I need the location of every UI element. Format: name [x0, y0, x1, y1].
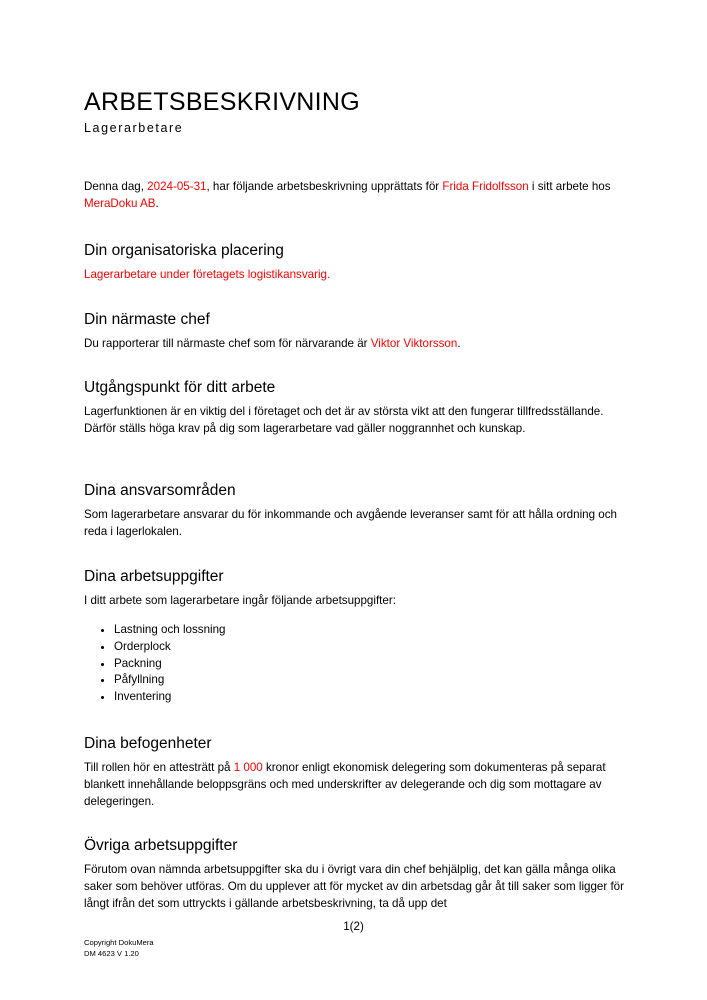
intro-paragraph: [84, 178, 624, 212]
section-heading: Dina arbetsuppgifter: [84, 568, 224, 585]
intro-text: .: [155, 197, 159, 210]
section-other-tasks: [84, 836, 624, 912]
footer-copyright: Copyright DokuMera: [84, 938, 154, 947]
section-heading: Din närmaste chef: [84, 311, 210, 328]
responsibilities-text: Som lagerarbetare ansvarar du för inkommande och avgående leveranser samt för att hålla ordning och reda i lagerlokalen.: [84, 508, 617, 538]
other-tasks-text: Förutom ovan nämnda arbetsuppgifter ska du i övrigt vara din chef behjälplig, det kan gälla många olika saker som behöver utföras. Om du upplever att för mycket av din arbetsdag går åt till saker som ligger för långt ifrån det som uttryckts i gällande arbetsbeskrivning, ta då upp det: [84, 863, 624, 910]
section-authority: [84, 734, 624, 810]
manager-text: [84, 335, 624, 352]
section-heading: Dina befogenheter: [84, 735, 212, 752]
footer: [84, 938, 154, 959]
section-manager: [84, 310, 624, 352]
section-heading: Din organisatoriska placering: [84, 242, 284, 259]
list-item: • Påfyllning: [114, 672, 624, 689]
intro-date: 2024-05-31: [147, 180, 207, 193]
authority-amount: 1 000: [233, 761, 263, 774]
intro-employee-name: Frida Fridolfsson: [442, 180, 529, 193]
document-title: ARBETSBESKRIVNING: [84, 88, 360, 116]
list-item: • Inventering: [114, 689, 624, 706]
starting-point-text: Lagerfunktionen är en viktig del i företaget och det är av största vikt att den fungerar tillfredsställande. Därför ställs höga krav på dig som lagerarbetare vad gäller noggrannhet och kunskap.: [84, 405, 604, 435]
intro-company-name: MeraDoku AB: [84, 197, 156, 210]
authority-text-after: kronor enligt ekonomisk delegering som dokumenteras på separat blankett innehållande beloppsgräns och med underskrifter av delegerande och dig som mottagare av delegeringen.: [84, 761, 606, 808]
intro-text: i sitt arbete hos: [528, 180, 611, 193]
intro-text: Denna dag,: [84, 180, 148, 193]
section-responsibilities: [84, 481, 624, 540]
manager-text-before: Du rapporterar till närmaste chef som för närvarande är: [84, 337, 371, 350]
list-item: • Packning: [114, 656, 624, 673]
manager-name: Viktor Viktorsson: [370, 337, 458, 350]
document-subtitle: Lagerarbetare: [84, 121, 184, 135]
section-heading: Övriga arbetsuppgifter: [84, 837, 238, 854]
section-tasks: [84, 567, 624, 706]
section-heading: Dina ansvarsområden: [84, 482, 236, 499]
list-item: • Orderplock: [114, 639, 624, 656]
authority-text-before: Till rollen hör en attesträtt på: [84, 761, 234, 774]
authority-text: [84, 759, 624, 810]
placement-text: Lagerarbetare under företagets logistikansvarig.: [84, 268, 331, 281]
list-item: • Lastning och lossning: [114, 622, 624, 639]
section-heading: Utgångspunkt för ditt arbete: [84, 379, 276, 396]
section-starting-point: [84, 378, 624, 437]
task-list: [84, 622, 624, 706]
footer-version: DM 4623 V 1.20: [84, 948, 139, 958]
tasks-intro: I ditt arbete som lagerarbetare ingår följande arbetsuppgifter:: [84, 594, 396, 607]
page-number: 1(2): [343, 920, 364, 933]
intro-text: , har följande arbetsbeskrivning upprättats för: [206, 180, 443, 193]
manager-text-after: .: [457, 337, 461, 350]
section-placement: [84, 241, 624, 283]
